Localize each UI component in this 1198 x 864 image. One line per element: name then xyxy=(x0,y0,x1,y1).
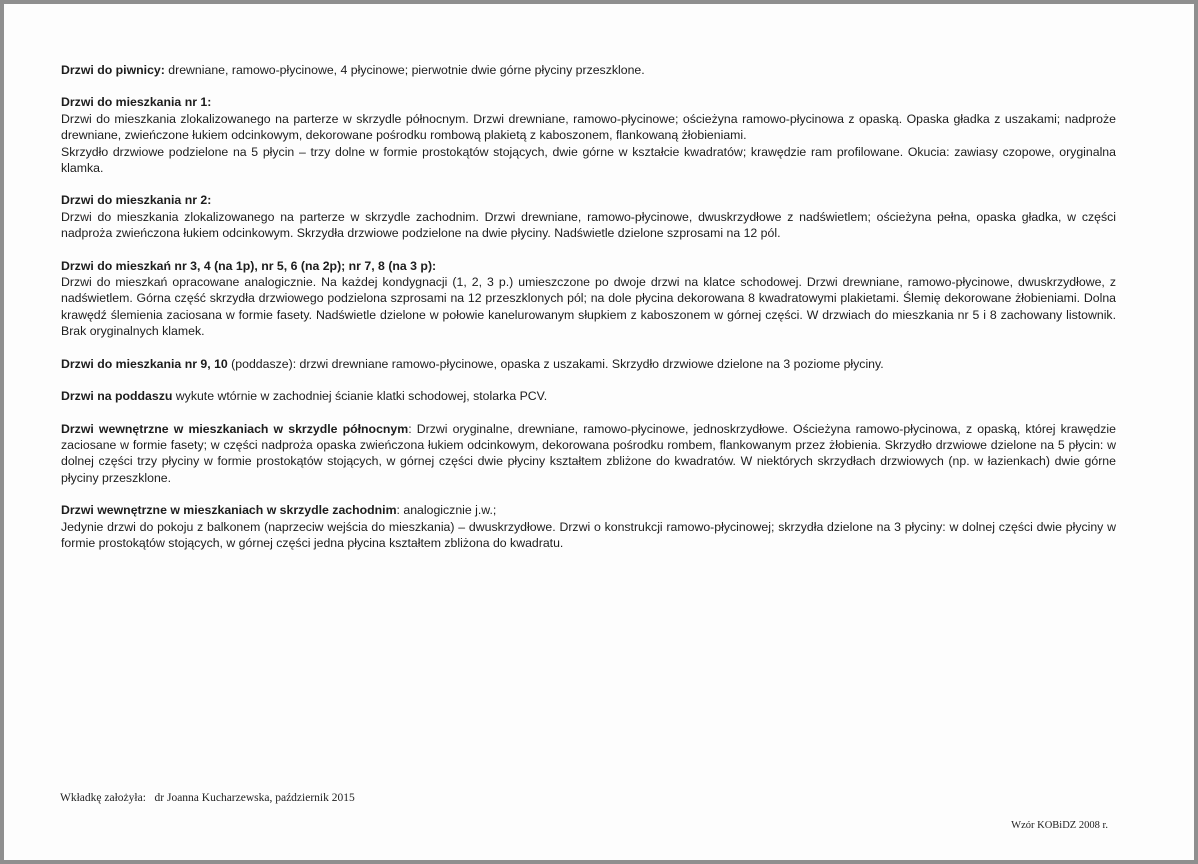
section-inline-text: (poddasze): drzwi drewniane ramowo-płycinowe, opaska z uszakami. Skrzydło drzwiowe dzielone na 3 poziome płyciny. xyxy=(227,356,884,371)
section-heading: Drzwi do mieszkań nr 3, 4 (na 1p), nr 5, 6 (na 2p); nr 7, 8 (na 3 p): xyxy=(61,258,437,273)
section-paragraph: Jedynie drzwi do pokoju z balkonem (naprzeciw wejścia do mieszkania) – dwuskrzydłowe. Drzwi o konstrukcji ramowo-płycinowej; skrzydła dzielone na 3 płyciny: w dolnej części dwie płyciny w formie prostokątów stojących, w górnej części jedna płycina kształtem zbliżona do kwadratu. xyxy=(61,519,1116,550)
section-lead xyxy=(61,356,1116,372)
section-heading: Drzwi na poddaszu xyxy=(61,389,173,404)
section-heading: Drzwi do mieszkania nr 9, 10 xyxy=(61,356,228,371)
template-note: Wzór KOBiDZ 2008 r. xyxy=(1011,820,1108,831)
author-name: dr Joanna Kucharzewska, październik 2015 xyxy=(154,792,355,804)
section-lead xyxy=(61,192,1116,208)
section-inline-text: wykute wtórnie w zachodniej ścianie klatki schodowej, stolarka PCV. xyxy=(172,389,548,404)
section-inline-text: drewniane, ramowo-płycinowe, 4 płycinowe; pierwotnie dwie górne płyciny przeszklone. xyxy=(164,63,645,77)
section-lead xyxy=(61,502,1116,518)
document-body xyxy=(61,62,1116,567)
author-note xyxy=(60,792,355,804)
section-paragraph: Drzwi do mieszkania zlokalizowanego na parterze w skrzydle północnym. Drzwi drewniane, ramowo-płycinowe; ościeżyna ramowo-płycinowa z opaską. Opaska gładka z uszakami; nadproże drewniane, zwieńczone łukiem odcinkowym, dekorowane pośrodku rombową plakietą z kaboszonem, flankowaną żłobieniami. xyxy=(61,111,1116,143)
door-section xyxy=(61,421,1116,487)
door-section xyxy=(61,62,1116,78)
door-section xyxy=(61,388,1116,404)
section-heading: Drzwi do mieszkania nr 2: xyxy=(61,193,212,208)
section-paragraph: Skrzydło drzwiowe podzielone na 5 płycin – trzy dolne w formie prostokątów stojących, dwie górne w kształcie kwadratów; krawędzie ram profilowane. Okucia: zawiasy czopowe, oryginalna klamka. xyxy=(61,144,1116,176)
section-heading: Drzwi wewnętrzne w mieszkaniach w skrzydle zachodnim xyxy=(61,503,397,518)
section-lead xyxy=(61,421,1116,487)
section-lead xyxy=(61,62,1116,78)
section-lead xyxy=(61,94,1116,110)
section-heading: Drzwi do piwnicy: xyxy=(61,63,165,77)
door-section xyxy=(61,356,1116,372)
door-section xyxy=(61,192,1116,241)
section-lead xyxy=(61,258,1116,274)
door-section xyxy=(61,258,1116,340)
author-label: Wkładkę założyła: xyxy=(60,792,146,804)
door-section xyxy=(61,94,1116,176)
door-section xyxy=(61,502,1116,551)
section-heading: Drzwi wewnętrzne w mieszkaniach w skrzydle północnym xyxy=(61,421,409,436)
section-paragraph: Drzwi do mieszkania zlokalizowanego na parterze w skrzydle zachodnim. Drzwi drewniane, ramowo-płycinowe, dwuskrzydłowe z nadświetlem; ościeżyna pełna, opaska gładka, w części nadproża zwieńczona łukiem odcinkowym. Skrzydła drzwiowe podzielone na dwie płyciny. Nadświetle dzielone szprosami na 12 pól. xyxy=(61,209,1116,241)
section-heading: Drzwi do mieszkania nr 1: xyxy=(61,95,212,110)
section-paragraph: Drzwi do mieszkań opracowane analogicznie. Na każdej kondygnacji (1, 2, 3 p.) umieszczone po dwoje drzwi na klatce schodowej. Drzwi drewniane, ramowo-płycinowe, dwuskrzydłowe, z nadświetlem. Górna część skrzydła drzwiowego podzielona szprosami na 12 przeszklonych pól; na dole płycina dekorowana 8 kwadratowymi plakietami. Ślemię dekorowane żłobieniami. Dolna krawędź ślemienia zaciosana w formie fasety. Nadświetle dzielone w połowie kanelurowanym słupkiem z kaboszonem w górnej części. W drzwiach do mieszkania nr 5 i 8 zachowany listownik. Brak oryginalnych klamek. xyxy=(61,275,1116,339)
document-page xyxy=(4,4,1194,860)
section-inline-text: : analogicznie j.w.; xyxy=(396,503,497,518)
section-inline-text: : Drzwi oryginalne, drewniane, ramowo-płycinowe, jednoskrzydłowe. Ościeżyna ramowo-płycinowa, z opaską, której krawędzie zaciosane w formie fasety; w części nadproża opaska zwieńczona łukiem odcinkowym, dekorowana pośrodku rombem, flankowanym przez żłobienia. Skrzydło drzwiowe dzielone na 5 płycin: w dolnej części trzy płyciny w formie prostokątów stojących, w górnej części dwie płyciny kształtem zbliżone do kwadratów. W niektórych skrzydłach drzwiowych (np. w łazienkach) dwie górne płyciny przeszklone. xyxy=(61,421,1116,485)
section-lead xyxy=(61,388,1116,404)
